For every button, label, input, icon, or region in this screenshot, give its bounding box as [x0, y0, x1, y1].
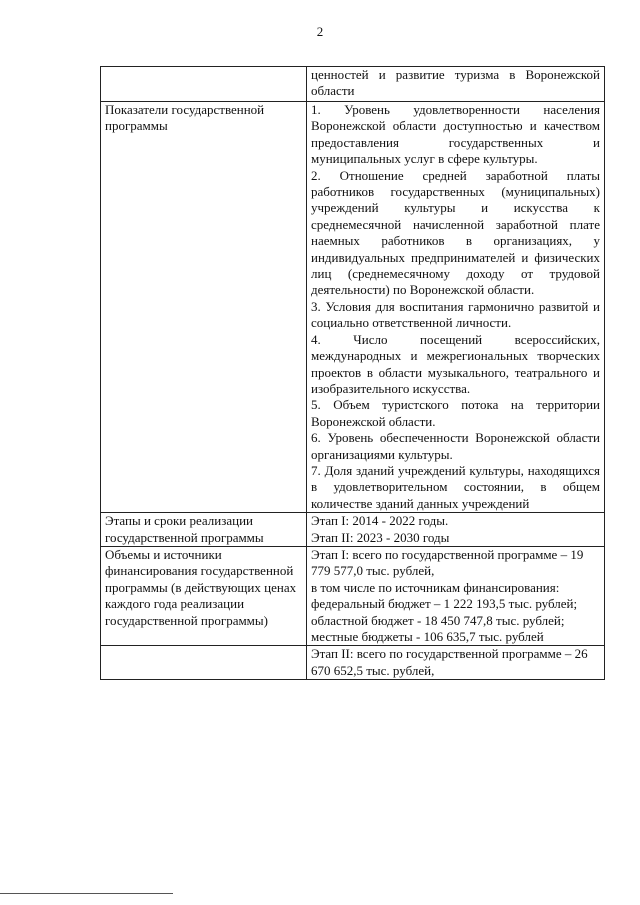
funding-line: местные бюджеты - 106 635,7 тыс. рублей — [311, 629, 544, 644]
left-cell-empty — [101, 67, 307, 102]
stage-item: Этап II: 2023 - 2030 годы — [311, 529, 450, 545]
indicator-item: 6. Уровень обеспеченности Воронежской области организациями культуры. — [311, 430, 600, 462]
program-passport-table — [100, 66, 605, 680]
funding-line: областной бюджет - 18 450 747,8 тыс. рублей; — [311, 612, 565, 628]
funding-line: Этап II: всего по государственной программе – 26 670 652,5 тыс. рублей, — [311, 646, 588, 678]
left-cell-empty — [101, 646, 307, 680]
right-cell — [307, 67, 605, 102]
table-row — [101, 67, 605, 102]
table-row — [101, 102, 605, 513]
stage-item: Этап I: 2014 - 2022 годы. — [311, 513, 449, 529]
indicator-item: 4. Число посещений всероссийских, международных и межрегиональных творческих проектов в области музыкального, театрального и изобразительного искусства. — [311, 331, 600, 396]
indicator-item: 2. Отношение средней заработной платы работников государственных (муниципальных) учреждений культуры и искусства к среднемесячной начисленной заработной плате наемных работников в организациях, у индивидуальных предпринимателей и физических лиц (среднемесячному доходу от трудовой деятельности) по Воронежской области. — [311, 167, 600, 298]
page-number: 2 — [316, 24, 324, 39]
indicator-item: 1. Уровень удовлетворенности населения Воронежской области доступностью и качеством предоставления государственных и муниципальных услуг в сфере культуры. — [311, 102, 600, 167]
cell-text: ценностей и развитие туризма в Воронежской области — [311, 67, 600, 99]
table-row — [101, 646, 605, 680]
row-label-indicators: Показатели государственной программы — [101, 102, 307, 513]
table-row — [101, 546, 605, 645]
funding-cell-continued — [307, 646, 605, 680]
funding-line: федеральный бюджет – 1 222 193,5 тыс. рублей; — [311, 596, 578, 612]
stages-cell — [307, 513, 605, 547]
funding-cell — [307, 546, 605, 645]
funding-line: в том числе по источникам финансирования: — [311, 579, 560, 595]
footer-divider — [0, 893, 173, 894]
row-label-funding: Объемы и источники финансирования государственной программы (в действующих ценах каждого года реализации государственной программы) — [101, 546, 307, 645]
table-row — [101, 513, 605, 547]
indicator-item: 7. Доля зданий учреждений культуры, находящихся в удовлетворительном состоянии, в общем количестве зданий данных учреждений — [311, 462, 600, 511]
row-label-stages: Этапы и сроки реализации государственной программы — [101, 513, 307, 547]
funding-line: Этап I: всего по государственной программе – 19 779 577,0 тыс. рублей, — [311, 546, 584, 579]
indicator-item: 5. Объем туристского потока на территории Воронежской области. — [311, 397, 600, 429]
indicators-list — [307, 102, 605, 513]
indicator-item: 3. Условия для воспитания гармонично развитой и социально ответственной личности. — [311, 298, 600, 331]
